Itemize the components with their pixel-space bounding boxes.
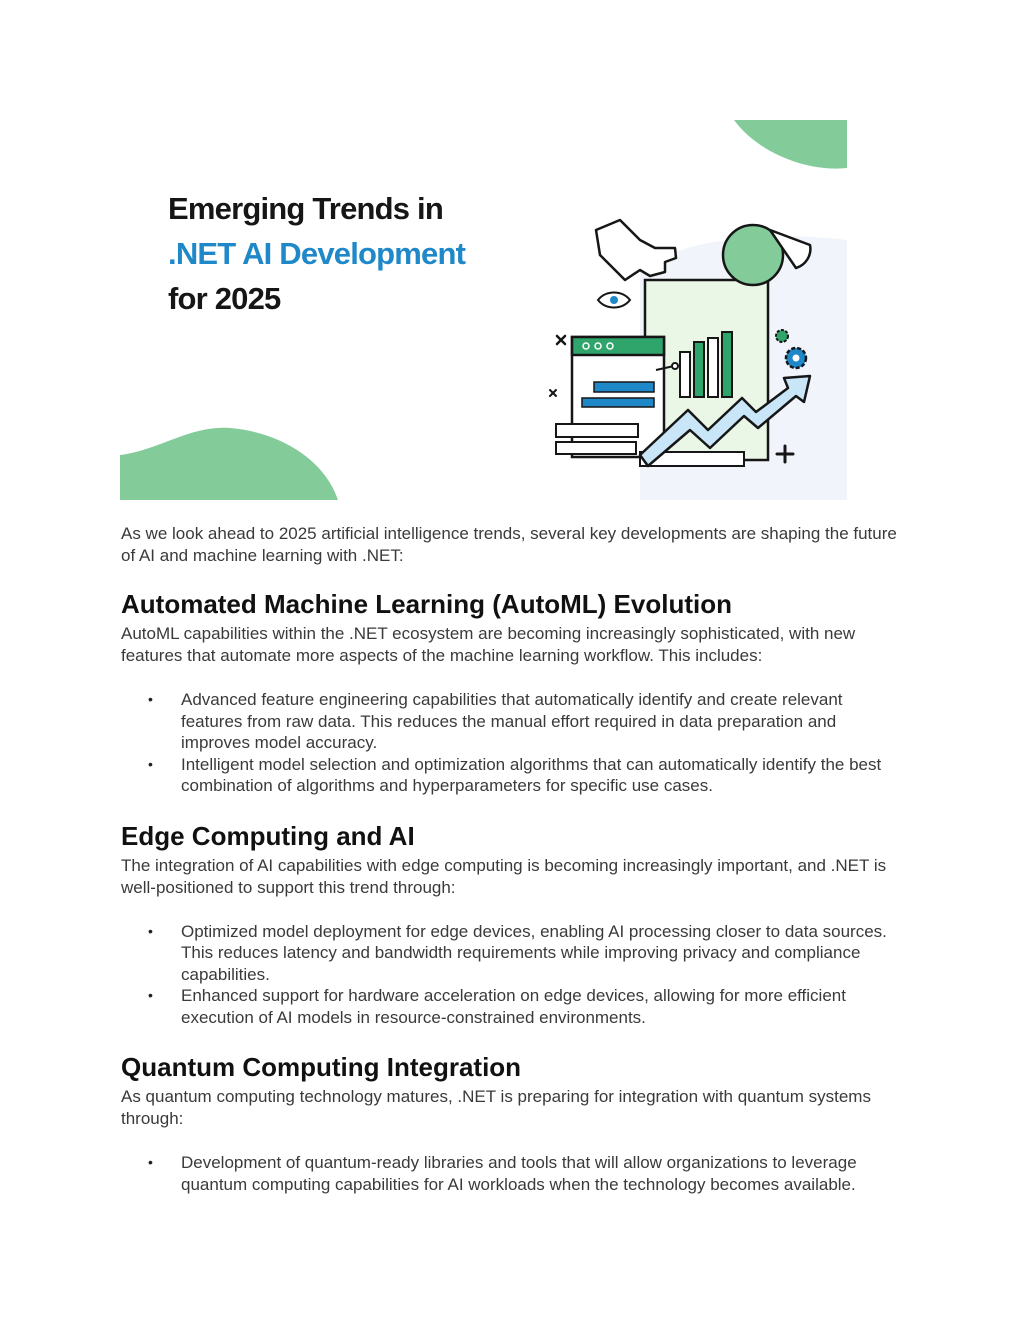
section-body-edge: The integration of AI capabilities with edge computing is becoming increasingly important, and .NET is well-positioned to support this trend through: (121, 855, 887, 897)
list-item-text: Optimized model deployment for edge devices, enabling AI processing closer to data sources. This reduces latency and bandwidth requirements while improving privacy and compliance capabilities. (181, 921, 887, 984)
list-item (121, 921, 901, 986)
section-heading-quantum: Quantum Computing Integration (121, 1052, 522, 1082)
browser-window-icon (572, 337, 664, 457)
top-right-blob (734, 120, 847, 169)
bottom-left-blob (120, 428, 338, 500)
hero-title (168, 186, 465, 321)
bullet-icon: • (148, 1154, 153, 1170)
section-body-automl: AutoML capabilities within the .NET ecosystem are becoming increasingly sophisticated, with new features that automate more aspects of the machine learning workflow. This includes: (121, 624, 856, 665)
section-heading-edge: Edge Computing and AI (121, 820, 415, 851)
list-item (121, 689, 901, 754)
list-item (121, 754, 901, 797)
list-item-text: Development of quantum-ready libraries and tools that will allow organizations to leverage quantum computing capabilities for AI workloads when the technology becomes available. (181, 1153, 857, 1194)
section-heading-automl: Automated Machine Learning (AutoML) Evolution (121, 589, 732, 619)
hand-icon (596, 220, 676, 280)
list-item (121, 985, 901, 1028)
list-item-text: Enhanced support for hardware acceleration on edge devices, allowing for more efficient execution of AI models in resource-constrained environments. (181, 986, 846, 1027)
hero-banner (120, 120, 847, 500)
list-item (121, 1152, 901, 1195)
eye-icon (598, 293, 630, 308)
bullet-icon: • (148, 987, 153, 1003)
bullet-list-automl (121, 689, 901, 797)
hero-title-line-3: for 2025 (168, 281, 281, 316)
section-body-quantum: As quantum computing technology matures, .NET is preparing for integration with quantum systems through: (121, 1087, 871, 1128)
document-body (121, 523, 901, 1195)
intro-paragraph: As we look ahead to 2025 artificial intelligence trends, several key developments are shaping the future of AI and machine learning with .NET: (121, 524, 897, 565)
hero-title-line-2: .NET AI Development (168, 236, 466, 271)
list-item-text: Intelligent model selection and optimization algorithms that can automatically identify the best combination of algorithms and hyperparameters for specific use cases. (181, 754, 882, 795)
small-cross-icon (550, 390, 556, 396)
bullet-icon: • (148, 691, 153, 707)
hero-title-line-1: Emerging Trends in (168, 191, 443, 226)
bullet-icon: • (148, 922, 153, 939)
bullet-list-quantum (121, 1152, 901, 1195)
bullet-icon: • (148, 755, 153, 772)
cross-icon (557, 336, 565, 344)
bullet-list-edge (121, 921, 901, 1029)
list-item-text: Advanced feature engineering capabilities that automatically identify and create relevant features from raw data. This reduces the manual effort required in data preparation and improves model accuracy. (181, 690, 843, 752)
